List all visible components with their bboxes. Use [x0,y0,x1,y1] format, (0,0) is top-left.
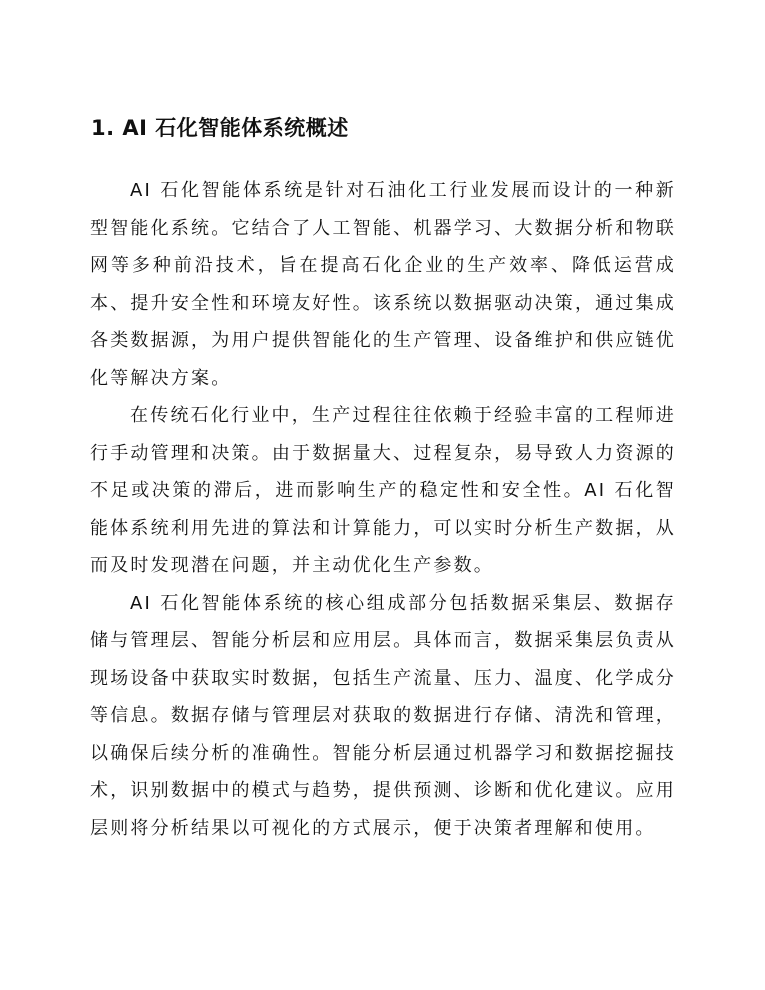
paragraph-traditional-industry: 在传统石化行业中，生产过程往往依赖于经验丰富的工程师进行手动管理和决策。由于数据量大、过程复杂，易导致人力资源的不足或决策的滞后，进而影响生产的稳定性和安全性。AI 石化智能体系统利用先进的算法和计算能力，可以实时分析生产数据，从而及时发现潜在问题，并主动优化生产参数。 [90,405,676,576]
body-text [90,172,676,847]
section-heading: 1. AI 石化智能体系统概述 [91,116,349,140]
paragraph-overview: AI 石化智能体系统是针对石油化工行业发展而设计的一种新型智能化系统。它结合了人工智能、机器学习、大数据分析和物联网等多种前沿技术，旨在提高石化企业的生产效率、降低运营成本、提升安全性和环境友好性。该系统以数据驱动决策，通过集成各类数据源，为用户提供智能化的生产管理、设备维护和供应链优化等解决方案。 [90,180,676,389]
paragraph-core-components: AI 石化智能体系统的核心组成部分包括数据采集层、数据存储与管理层、智能分析层和应用层。具体而言，数据采集层负责从现场设备中获取实时数据，包括生产流量、压力、温度、化学成分等信息。数据存储与管理层对获取的数据进行存储、清洗和管理，以确保后续分析的准确性。智能分析层通过机器学习和数据挖掘技术，识别数据中的模式与趋势，提供预测、诊断和优化建议。应用层则将分析结果以可视化的方式展示，便于决策者理解和使用。 [90,592,676,839]
